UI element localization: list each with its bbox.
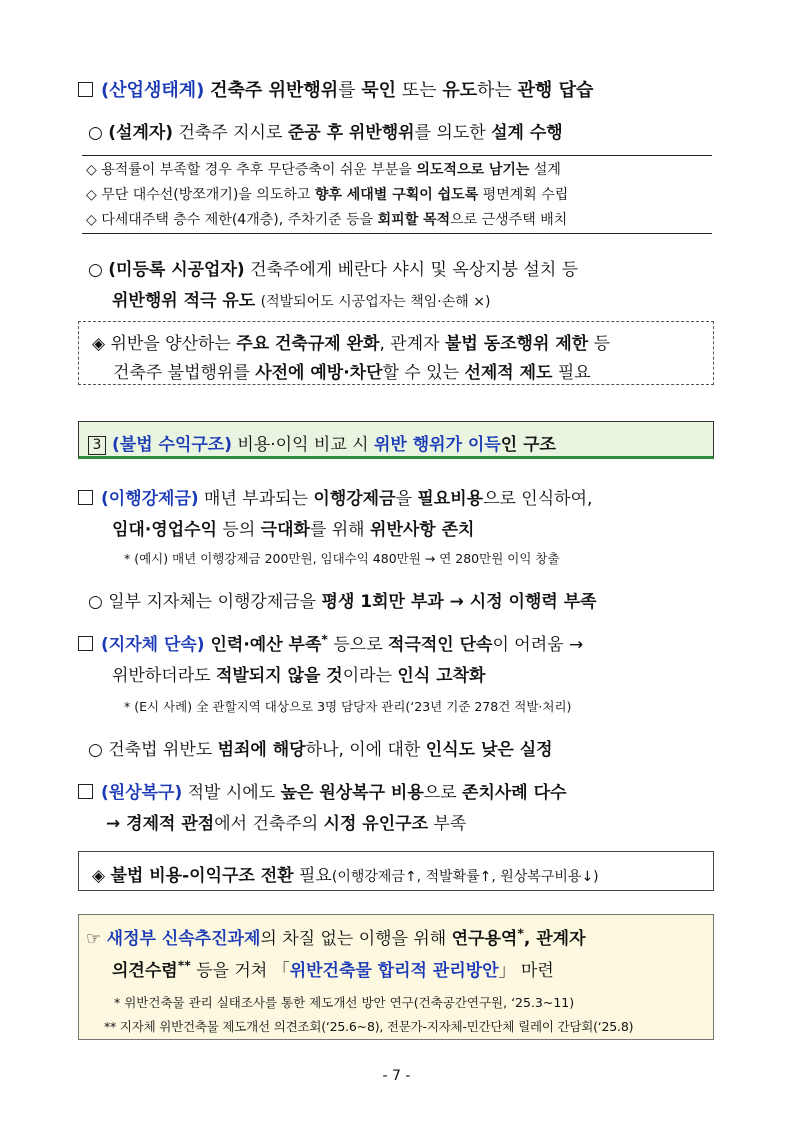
text-run: 회피할 목적 <box>377 212 451 228</box>
final-l1-blue: 새정부 신속추진과제 <box>106 929 261 949</box>
text-run: 건축주 불법행위를 <box>113 363 256 383</box>
sec3-c-l1 <box>78 778 566 803</box>
sec3-header-tag: (불법 수익구조) <box>112 435 232 455</box>
sec3-b-tag: (지자체 단속) <box>101 635 205 655</box>
text-run: 에서 건축주의 <box>214 814 324 834</box>
text-run: 인식도 낮은 실정 <box>425 740 553 760</box>
final-l2-star: ** <box>177 957 191 973</box>
sec1-box-l2 <box>113 358 591 383</box>
text-run: 높은 원상복구 비용 <box>280 783 424 803</box>
text-run: 매년 부과되는 <box>198 489 314 509</box>
text-run: 건축주에게 베란다 샤시 및 옥상지붕 설치 등 <box>244 260 579 280</box>
text-run: , 관계자 <box>379 334 445 354</box>
text-run: 위반행위 적극 유도 <box>112 291 256 311</box>
final-l1 <box>86 924 586 949</box>
text-run: 의도적으로 남기는 <box>416 162 530 178</box>
sec3-b-note: * (E시 사례) 全 관할지역 대상으로 3명 담당자 관리(‘23년 기준 278건 적발·처리) <box>124 699 572 714</box>
sec3-header-blue: 위반 행위가 이득 <box>373 435 501 455</box>
text-run: 등으로 <box>327 635 389 655</box>
text-run: 경제적 관점 <box>126 814 215 834</box>
sec1-sub2-l1 <box>88 255 578 280</box>
final-l1-mid: 의 차질 없는 이행을 위해 <box>260 929 452 949</box>
final-l2 <box>112 956 554 981</box>
final-l2-blue: 위반건축물 합리적 관리방안 <box>289 961 499 981</box>
sec3-b-star: * <box>321 631 328 647</box>
text-run: 불법 비용-이익구조 전환 <box>110 866 294 886</box>
final-l2-b: 의견수렴 <box>112 961 178 981</box>
final-note-1: * 위반건축물 관리 실태조사를 통한 제도개선 방안 연구(건축공간연구원, ‘25.3~11) <box>114 995 575 1010</box>
final-l2-mid: 등을 거쳐 「 <box>190 961 290 981</box>
sec3-header-mid: 비용·이익 비교 시 <box>232 435 374 455</box>
sec1-title-tag: (산업생태계) <box>101 80 205 101</box>
sec1-sub2-l2 <box>112 286 490 311</box>
final-l1-b2: , 관계자 <box>523 929 586 949</box>
text-run: 주요 건축규제 완화 <box>236 334 380 354</box>
sec3-box <box>92 861 599 886</box>
final-l1-star: * <box>517 925 524 941</box>
sec3-a-l1-text <box>199 489 593 509</box>
sec3-box-text <box>92 866 332 886</box>
text-run: 을 <box>395 489 418 509</box>
final-l2-end: 」 마련 <box>498 961 554 981</box>
text-run: (미등록 시공업자) <box>108 260 245 280</box>
text-run: 적발되지 않을 것 <box>215 666 343 686</box>
text-run: 범죄에 해당 <box>217 740 306 760</box>
text-run: 필요비용 <box>417 489 484 509</box>
checkbox-square-icon <box>78 784 93 799</box>
sec3-b-sub <box>88 735 553 760</box>
text-run: ○ <box>88 123 109 143</box>
sec3-a-l1 <box>78 484 592 509</box>
text-run: ◈ 위반을 양산하는 <box>92 334 237 354</box>
sec3-a-l2 <box>112 515 474 540</box>
text-run: 위반사항 존치 <box>370 520 475 540</box>
sec1-title <box>78 76 593 102</box>
text-run: 또는 <box>396 80 443 101</box>
text-run: 이라는 <box>342 666 398 686</box>
sec3-b-l1a: 인력·예산 부족 <box>204 635 322 655</box>
text-run: 평면계획 수립 <box>478 187 569 203</box>
text-run: 불법 동조행위 제한 <box>444 334 589 354</box>
text-run: 유도 <box>442 80 478 101</box>
text-run: 필요 <box>293 866 332 886</box>
sec1-box-l1 <box>92 329 610 354</box>
text-run: 등의 <box>217 520 261 540</box>
text-run: 관행 답습 <box>517 80 594 101</box>
sec1-title-rest <box>210 80 593 101</box>
text-run: 설계 <box>529 162 561 178</box>
text-run: 할 수 있는 <box>382 363 465 383</box>
text-run: 존치사례 다수 <box>462 783 567 803</box>
text-run: ○ 건축법 위반도 <box>88 740 218 760</box>
text-run: 향후 세대별 구획이 쉽도록 <box>314 187 479 203</box>
divider-bottom <box>82 233 712 234</box>
text-run: 시정 유인구조 <box>323 814 428 834</box>
text-run: ◇ 무단 대수선(방쪼개기)을 의도하고 <box>86 187 315 203</box>
text-run: 으로 근생주택 배치 <box>450 212 568 228</box>
text-run: 하나, 이에 대한 <box>305 740 426 760</box>
text-run: ○ <box>88 260 109 280</box>
sec1-sub2-note: (적발되어도 시공업자는 책임·손해 ×) <box>260 294 491 310</box>
text-run: 사전에 예방·차단 <box>255 363 383 383</box>
text-run: 를 <box>338 80 362 101</box>
text-run: 극대화 <box>260 520 310 540</box>
text-run: 건축주 위반행위 <box>210 80 339 101</box>
sec3-b-l1 <box>78 630 583 655</box>
sec3-b-l1b <box>328 635 583 655</box>
text-run: 하는 <box>477 80 518 101</box>
text-run: ◇ 용적률이 부족할 경우 추후 무단증축이 쉬운 부분을 <box>86 162 417 178</box>
sec3-c-l2 <box>106 809 466 834</box>
text-run: 이행강제금 <box>313 489 396 509</box>
text-run: 이 어려움 → <box>492 635 584 655</box>
text-run: 를 위해 <box>309 520 371 540</box>
sec1-item-3 <box>86 209 567 229</box>
text-run: 설계 수행 <box>491 123 563 143</box>
sec3-c-l1-text <box>182 783 566 803</box>
checkbox-square-icon <box>78 82 93 97</box>
page-number: - 7 - <box>382 1068 411 1084</box>
sec3-number: 3 <box>88 436 106 455</box>
sec1-sub1 <box>88 118 563 143</box>
sec3-header <box>88 430 556 455</box>
final-l1-b1: 연구용역 <box>451 929 518 949</box>
divider-top <box>82 155 712 156</box>
text-run: 으로 인식하여, <box>483 489 593 509</box>
text-run: → <box>106 814 127 834</box>
checkbox-square-icon <box>78 490 93 505</box>
text-run: 임대·영업수익 <box>112 520 217 540</box>
sec3-header-end: 인 구조 <box>500 435 556 455</box>
text-run: 필요 <box>552 363 591 383</box>
checkbox-square-icon <box>78 636 93 651</box>
text-run: 위반하더라도 <box>112 666 216 686</box>
sec3-a-note: * (예시) 매년 이행강제금 200만원, 임대수익 480만원 → 연 280만원 이익 창출 <box>124 551 560 566</box>
text-run: ◈ <box>92 866 111 886</box>
sec3-a-tag: (이행강제금) <box>101 489 199 509</box>
text-run: 적발 시에도 <box>182 783 281 803</box>
text-run: 선제적 제도 <box>464 363 553 383</box>
sec1-item-1 <box>86 159 561 179</box>
text-run: 으로 <box>423 783 463 803</box>
sec3-a-sub <box>88 587 597 612</box>
sec3-box-note: (이행강제금↑, 적발확률↑, 원상복구비용↓) <box>331 869 599 885</box>
text-run: ○ 일부 지자체는 이행강제금을 <box>88 592 322 612</box>
text-run: 적극적인 단속 <box>388 635 493 655</box>
sec3-c-tag: (원상복구) <box>101 783 183 803</box>
sec1-sub2-l2-text <box>112 291 255 311</box>
sec1-item-2 <box>86 184 568 204</box>
text-run: 등 <box>588 334 610 354</box>
text-run: 부족 <box>428 814 467 834</box>
pointing-hand-icon: ☞ <box>86 929 107 949</box>
text-run: 평생 1회만 부과 → 시정 이행력 부족 <box>321 592 597 612</box>
text-run: 묵인 <box>361 80 397 101</box>
sec3-b-l2 <box>112 661 485 686</box>
text-run: 건축주 지시로 <box>173 123 288 143</box>
text-run: 준공 후 위반행위 <box>287 123 415 143</box>
text-run: 인식 고착화 <box>397 666 486 686</box>
text-run: 를 의도한 <box>414 123 492 143</box>
text-run: (설계자) <box>108 123 174 143</box>
text-run: ◇ 다세대주택 층수 제한(4개층), 주차기준 등을 <box>86 212 378 228</box>
final-note-2: ** 지자체 위반건축물 제도개선 의견조회(‘25.6~8), 전문가-지자체-민간단체 릴레이 간담회(‘25.8) <box>104 1019 634 1034</box>
